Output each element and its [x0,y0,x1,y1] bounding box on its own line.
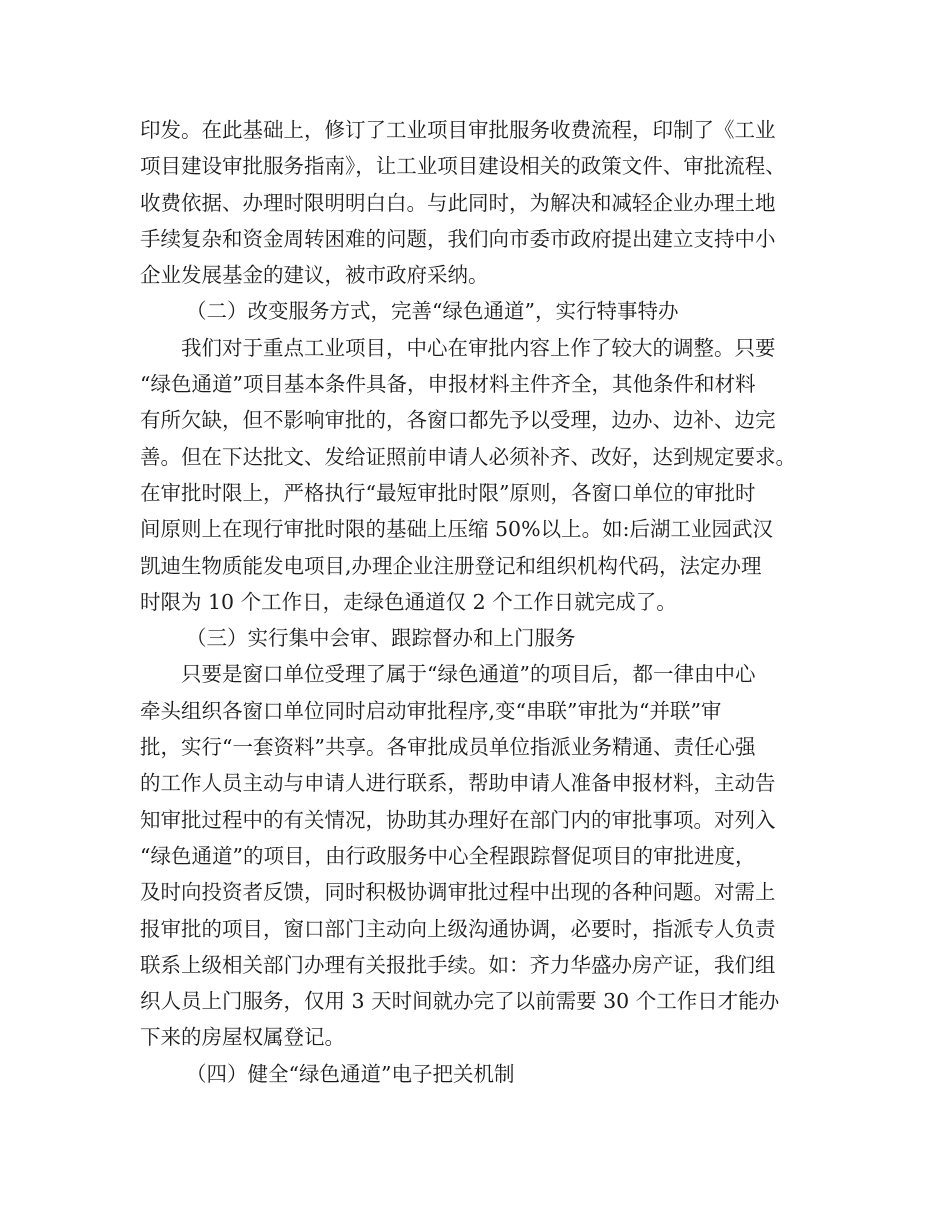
paragraph-line: 项目建设审批服务指南》，让工业项目建设相关的政策文件、审批流程、 [140,154,786,179]
paragraph-line: 织人员上门服务，仅用 3 天时间就办完了以前需要 30 个工作日才能办 [140,989,780,1014]
paragraph-line: 下来的房屋权属登记。 [140,1025,345,1050]
section-heading: （二）改变服务方式，完善“绿色通道”，实行特事特办 [186,299,679,324]
paragraph-line: 有所欠缺，但不影响审批的，各窗口都先予以受理，边办、边补、边完 [140,408,776,433]
document-body [140,112,820,1092]
paragraph-line: 我们对于重点工业项目，中心在审批内容上作了较大的调整。只要 [181,335,776,360]
paragraph-line: 善。但在下达批文、发给证照前申请人必须补齐、改好，达到规定要求。 [140,444,796,469]
paragraph-line: 凯迪生物质能发电项目,办理企业注册登记和组织机构代码，法定办理 [140,553,762,578]
section-heading: （四）健全“绿色通道”电子把关机制 [186,1061,515,1086]
paragraph-line: 联系上级相关部门办理有关报批手续。如：齐力华盛办房产证，我们组 [140,952,776,977]
paragraph-line: 间原则上在现行审批时限的基础上压缩 50%以上。如:后湖工业园武汉 [140,517,773,542]
paragraph-line: 手续复杂和资金周转困难的问题，我们向市委市政府提出建立支持中小 [140,226,776,251]
paragraph-line: 在审批时限上，严格执行“最短审批时限”原则，各窗口单位的审批时 [140,480,756,505]
paragraph-line: “绿色通道”项目基本条件具备，申报材料主件齐全，其他条件和材料 [140,372,756,397]
paragraph-line: 收费依据、办理时限明明白白。与此同时，为解决和减轻企业办理土地 [140,190,776,215]
paragraph-line: 及时向投资者反馈，同时积极协调审批过程中出现的各种问题。对需上 [140,880,776,905]
paragraph-line: 时限为 10 个工作日，走绿色通道仅 2 个工作日就完成了。 [140,589,677,614]
paragraph-line: 的工作人员主动与申请人进行联系，帮助申请人准备申报材料，主动告 [140,771,776,796]
paragraph-line: “绿色通道”的项目，由行政服务中心全程跟踪督促项目的审批进度， [140,843,756,868]
paragraph-line: 知审批过程中的有关情况，协助其办理好在部门内的审批事项。对列入 [140,807,776,832]
paragraph-line: 批，实行“一套资料”共享。各审批成员单位指派业务精通、责任心强 [140,735,756,760]
paragraph-line: 企业发展基金的建议，被市政府采纳。 [140,263,489,288]
section-heading: （三）实行集中会审、跟踪督办和上门服务 [186,626,576,651]
paragraph-line: 报审批的项目，窗口部门主动向上级沟通协调，必要时，指派专人负责 [140,916,776,941]
paragraph-line: 印发。在此基础上，修订了工业项目审批服务收费流程，印制了《工业 [140,118,776,142]
paragraph-line: 只要是窗口单位受理了属于“绿色通道”的项目后，都一律由中心 [181,662,756,687]
paragraph-line: 牵头组织各窗口单位同时启动审批程序,变“串联”审批为“并联”审 [140,698,722,723]
